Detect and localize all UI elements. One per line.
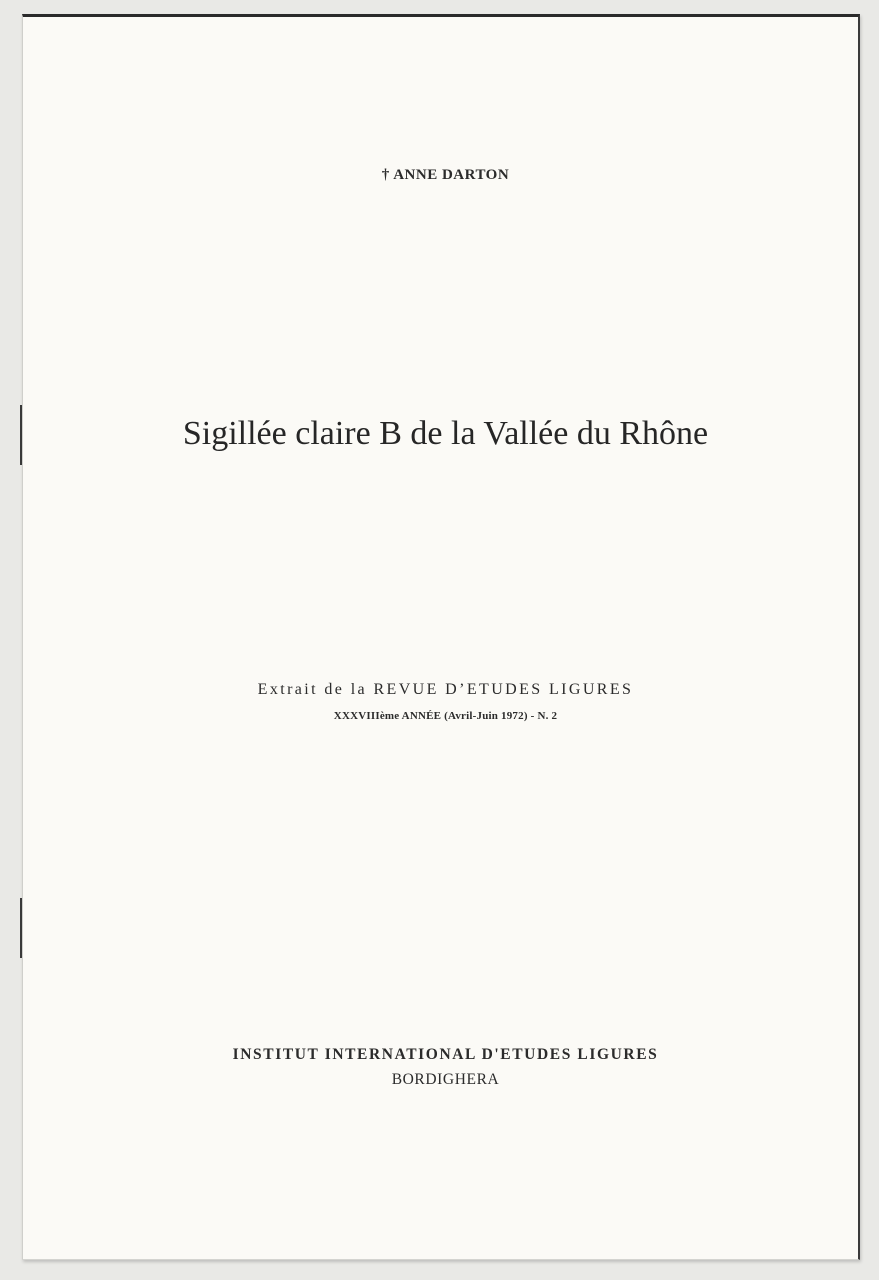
publisher-city: BORDIGHERA [391, 1071, 500, 1088]
author-name: † ANNE DARTON [381, 167, 510, 183]
booklet-cover [22, 14, 860, 1260]
publisher-name: INSTITUT INTERNATIONAL D'ETUDES LIGURES [232, 1046, 659, 1063]
document-title: Sigillée claire B de la Vallée du Rhône [182, 415, 709, 452]
extract-line: Extrait de la REVUE D’ETUDES LIGURES [257, 681, 634, 698]
volume-line: XXXVIIIème ANNÉE (Avril-Juin 1972) - N. 2 [333, 710, 558, 722]
